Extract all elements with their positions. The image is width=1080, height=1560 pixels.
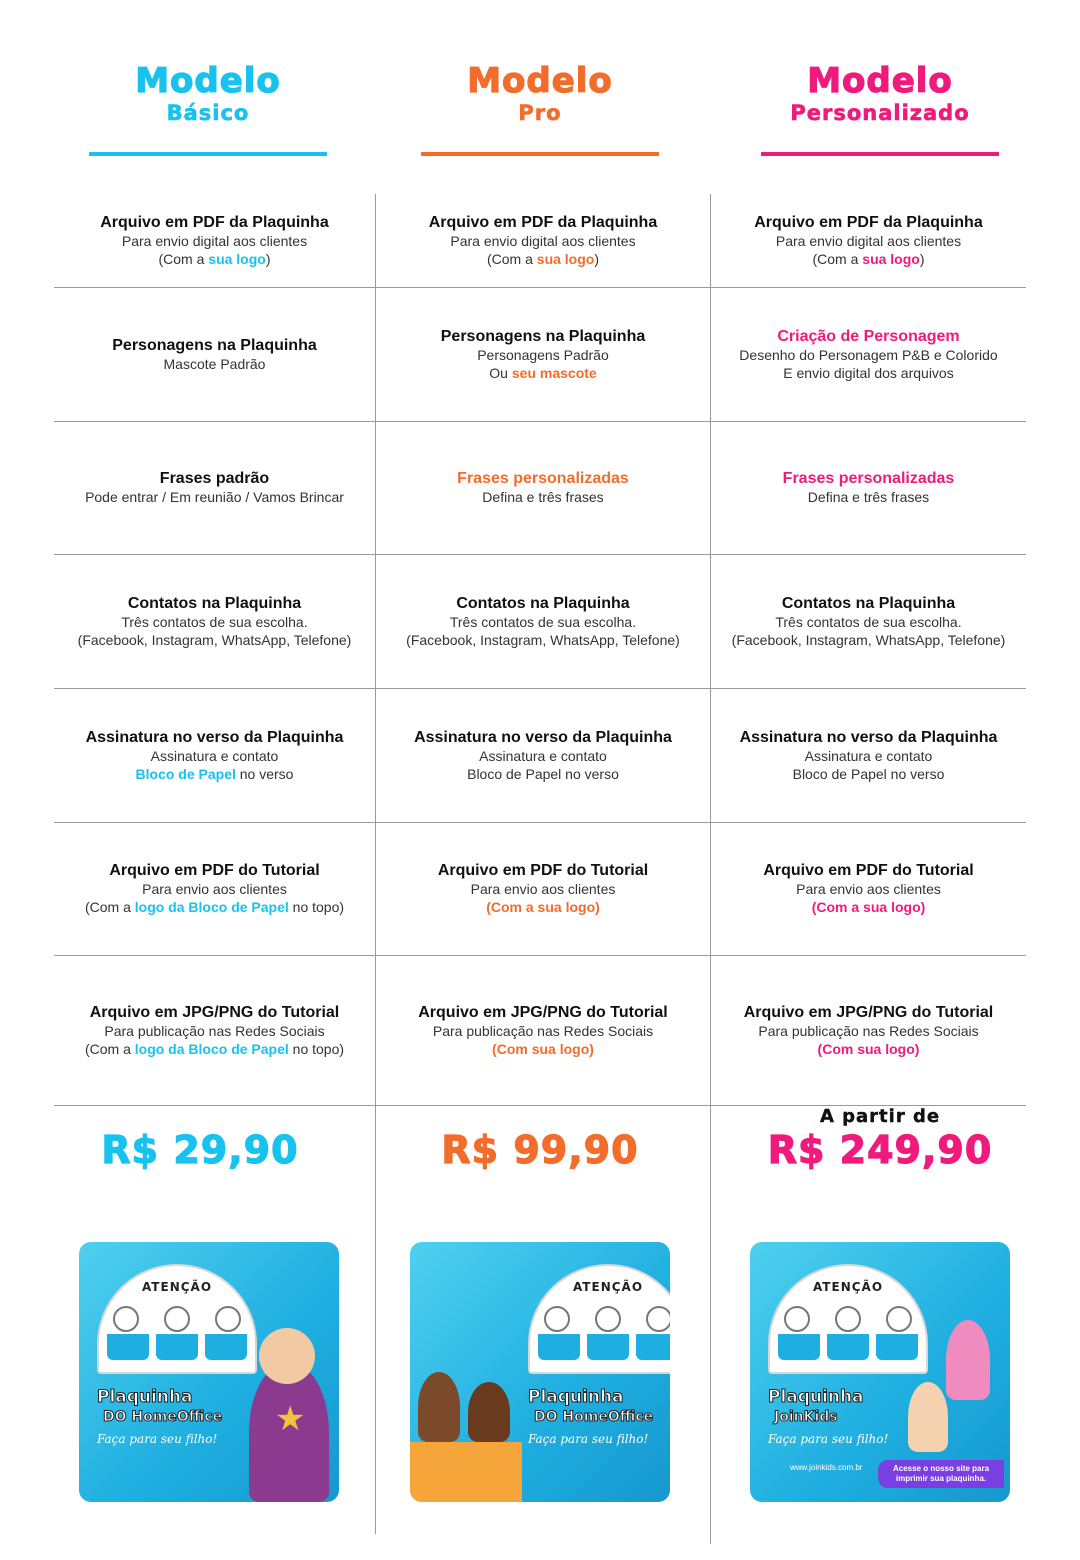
feature-title: Assinatura no verso da Plaquinha [85, 728, 344, 746]
detail-highlight: sua logo [536, 251, 595, 267]
plan-header-pro [370, 62, 710, 156]
feature-cell [54, 955, 375, 1105]
card-tagline: Faça para seu filho! [768, 1432, 889, 1446]
plan-underline [421, 152, 659, 156]
child-face [259, 1328, 315, 1384]
detail-prefix: (Com a [84, 899, 135, 915]
plaque-icons [544, 1306, 670, 1332]
feature-detail-highlight [492, 1040, 594, 1058]
feature-cell [711, 554, 1026, 688]
feature-detail: Bloco de Papel no verso [792, 765, 945, 782]
feature-cell [376, 688, 710, 822]
feature-detail: Mascote Padrão [163, 355, 266, 372]
plan-underline [761, 152, 999, 156]
feature-detail: E envio digital dos arquivos [783, 364, 954, 381]
plaque-tab [827, 1334, 869, 1360]
plan-preview-image [79, 1242, 339, 1502]
feature-cell [376, 955, 710, 1105]
feature-detail: Para envio aos clientes [142, 881, 287, 897]
detail-prefix: Ou [489, 364, 512, 381]
plan-preview-image [750, 1242, 1010, 1502]
emoji-icon [544, 1306, 570, 1332]
detail-prefix: (Com a [486, 251, 537, 267]
plan-subtitle: Básico [166, 101, 250, 125]
feature-title: Assinatura no verso da Plaquinha [739, 728, 998, 746]
child-illustration [468, 1382, 510, 1442]
brand-name: Plaquinha [97, 1387, 193, 1407]
plaque-title: ATENÇÃO [572, 1280, 644, 1294]
feature-title: Personagens na Plaquinha [440, 327, 646, 345]
card-tagline: Faça para seu filho! [528, 1432, 649, 1446]
plaque-icons [784, 1306, 912, 1332]
feature-detail-highlight [812, 250, 924, 268]
feature-title: Frases personalizadas [457, 470, 629, 487]
plan-underline [89, 152, 327, 156]
feature-cell [376, 554, 710, 688]
feature-detail: Para envio aos clientes [470, 881, 616, 897]
feature-cell [54, 421, 375, 554]
price-prefix: A partir de [819, 1106, 941, 1127]
feature-cell [711, 421, 1026, 554]
plaque-tabs [778, 1334, 918, 1360]
feature-detail: Pode entrar / Em reunião / Vamos Brincar [85, 489, 344, 505]
plaque-tabs [107, 1334, 247, 1360]
plan-title: Modelo [467, 61, 613, 101]
plan-title: Modelo [807, 61, 953, 101]
feature-detail-highlight [486, 898, 600, 916]
child-illustration [418, 1372, 460, 1442]
detail-highlight: logo da Bloco de Papel [134, 899, 289, 915]
emoji-icon [835, 1306, 861, 1332]
feature-detail-highlight [487, 250, 599, 268]
feature-detail-highlight [812, 898, 926, 916]
feature-title: Frases personalizadas [782, 470, 955, 487]
feature-cell [711, 194, 1026, 287]
brand-subname: DO HomeOffice [534, 1409, 654, 1425]
feature-cell [711, 688, 1026, 822]
brand-subname: DO HomeOffice [103, 1409, 223, 1425]
feature-detail-highlight [136, 765, 294, 783]
plan-preview-image [410, 1242, 670, 1502]
detail-suffix: ) [594, 251, 600, 267]
feature-detail: Personagens Padrão [477, 346, 609, 363]
feature-cell [54, 194, 375, 287]
detail-highlight: seu mascote [511, 364, 597, 381]
feature-detail-highlight [818, 1040, 920, 1058]
feature-title: Contatos na Plaquinha [456, 594, 630, 612]
plaque-tab [538, 1334, 580, 1360]
feature-detail: Para publicação nas Redes Sociais [432, 1022, 654, 1039]
feature-detail: Para envio digital aos clientes [450, 233, 636, 249]
emoji-icon [113, 1306, 139, 1332]
feature-detail: (Facebook, Instagram, WhatsApp, Telefone) [406, 631, 680, 648]
feature-detail: Assinatura e contato [804, 747, 933, 764]
ground-illustration [410, 1442, 522, 1502]
plaque-illustration [768, 1264, 928, 1374]
feature-title: Arquivo em PDF da Plaquinha [428, 214, 658, 231]
feature-detail: Para publicação nas Redes Sociais [104, 1022, 325, 1039]
brand-name: Plaquinha [528, 1387, 624, 1407]
site-url: www.joinkids.com.br [790, 1463, 863, 1472]
feature-detail: Três contatos de sua escolha. [121, 613, 308, 630]
plaque-tab [876, 1334, 918, 1360]
feature-cell [54, 822, 375, 955]
feature-cell [711, 955, 1026, 1105]
detail-suffix: no topo) [288, 1040, 345, 1057]
plan-price: R$ 249,90 [767, 1128, 993, 1172]
plan-price: R$ 29,90 [101, 1128, 299, 1172]
plan-subtitle: Pro [518, 101, 562, 125]
feature-title: Arquivo em JPG/PNG do Tutorial [418, 1003, 668, 1021]
feature-title: Personagens na Plaquinha [112, 336, 317, 354]
visit-site-button: Acesse o nosso site para imprimir sua plaquinha. [878, 1460, 1004, 1488]
detail-suffix: no topo) [288, 899, 345, 915]
feature-detail: Para envio digital aos clientes [775, 233, 962, 249]
feature-detail: (Facebook, Instagram, WhatsApp, Telefone) [731, 631, 1006, 648]
emoji-icon [646, 1306, 670, 1332]
feature-detail: Para envio aos clientes [796, 881, 941, 897]
plan-price: R$ 99,90 [441, 1128, 639, 1172]
feature-cell [711, 287, 1026, 421]
feature-detail-highlight [85, 1040, 344, 1058]
feature-title: Arquivo em PDF do Tutorial [437, 862, 649, 879]
detail-highlight: Bloco de Papel [135, 765, 236, 782]
feature-title: Frases padrão [159, 470, 270, 487]
feature-title: Contatos na Plaquinha [781, 594, 956, 612]
detail-highlight: (Com sua logo) [492, 1040, 594, 1057]
plaque-tab [636, 1334, 670, 1360]
feature-detail-highlight [158, 250, 270, 268]
feature-detail: Assinatura e contato [150, 747, 279, 764]
brand-subname: JoinKids [774, 1409, 838, 1425]
emoji-icon [784, 1306, 810, 1332]
feature-detail: Defina e três frases [482, 489, 604, 505]
feature-title: Criação de Personagem [777, 327, 960, 345]
feature-cell [54, 688, 375, 822]
detail-highlight: sua logo [862, 251, 920, 267]
feature-title: Arquivo em PDF do Tutorial [109, 862, 320, 879]
detail-suffix: no verso [235, 765, 294, 782]
feature-title: Assinatura no verso da Plaquinha [414, 728, 672, 746]
feature-title: Arquivo em PDF da Plaquinha [754, 214, 983, 231]
detail-highlight: logo da Bloco de Papel [134, 1040, 289, 1057]
feature-detail: (Facebook, Instagram, WhatsApp, Telefone) [77, 631, 352, 648]
feature-cell [711, 822, 1026, 955]
detail-prefix: (Com a [158, 251, 209, 267]
plaque-icons [113, 1306, 241, 1332]
plaque-tab [107, 1334, 149, 1360]
detail-highlight: (Com a sua logo) [811, 899, 926, 915]
feature-cell [54, 287, 375, 421]
feature-detail: Defina e três frases [807, 489, 930, 505]
detail-highlight: (Com sua logo) [817, 1040, 920, 1057]
feature-title: Arquivo em PDF da Plaquinha [100, 214, 329, 231]
plan-title: Modelo [135, 61, 281, 101]
feature-detail: Para publicação nas Redes Sociais [758, 1022, 979, 1039]
feature-title: Contatos na Plaquinha [127, 594, 302, 612]
emoji-icon [886, 1306, 912, 1332]
feature-detail: Três contatos de sua escolha. [449, 613, 637, 630]
detail-highlight: (Com a sua logo) [486, 899, 600, 915]
plaque-illustration [528, 1264, 670, 1374]
feature-cell [376, 287, 710, 421]
feature-title: Arquivo em JPG/PNG do Tutorial [743, 1003, 994, 1021]
feature-detail: Para envio digital aos clientes [121, 233, 308, 249]
child-illustration [946, 1320, 990, 1400]
plaque-title: ATENÇÃO [812, 1280, 884, 1294]
feature-title: Arquivo em PDF do Tutorial [763, 862, 974, 879]
feature-cell [376, 194, 710, 287]
feature-detail: Desenho do Personagem P&B e Colorido [739, 346, 998, 363]
brand-name: Plaquinha [768, 1387, 864, 1407]
plan-subtitle: Personalizado [790, 101, 970, 125]
plaque-tab [156, 1334, 198, 1360]
plan-header-basic [38, 62, 378, 156]
emoji-icon [595, 1306, 621, 1332]
emoji-icon [164, 1306, 190, 1332]
plaque-title: ATENÇÃO [141, 1280, 213, 1294]
feature-detail-highlight [85, 898, 344, 916]
plaque-tabs [538, 1334, 670, 1360]
plaque-tab [587, 1334, 629, 1360]
feature-detail-highlight [489, 364, 596, 382]
feature-title: Arquivo em JPG/PNG do Tutorial [89, 1003, 340, 1021]
detail-prefix: (Com a [84, 1040, 135, 1057]
card-tagline: Faça para seu filho! [97, 1432, 218, 1446]
plan-header-custom [710, 62, 1050, 156]
child-illustration [908, 1382, 948, 1452]
emoji-icon [215, 1306, 241, 1332]
feature-detail: Três contatos de sua escolha. [775, 613, 962, 630]
feature-cell [376, 822, 710, 955]
feature-detail: Bloco de Papel no verso [467, 765, 619, 782]
plaque-tab [205, 1334, 247, 1360]
detail-suffix: ) [265, 251, 271, 267]
detail-prefix: (Com a [812, 251, 863, 267]
feature-cell [376, 421, 710, 554]
star-icon: ★ [275, 1400, 306, 1438]
plaque-illustration [97, 1264, 257, 1374]
feature-detail: Assinatura e contato [479, 747, 607, 764]
plaque-tab [778, 1334, 820, 1360]
detail-highlight: sua logo [208, 251, 266, 267]
detail-suffix: ) [919, 251, 925, 267]
feature-cell [54, 554, 375, 688]
